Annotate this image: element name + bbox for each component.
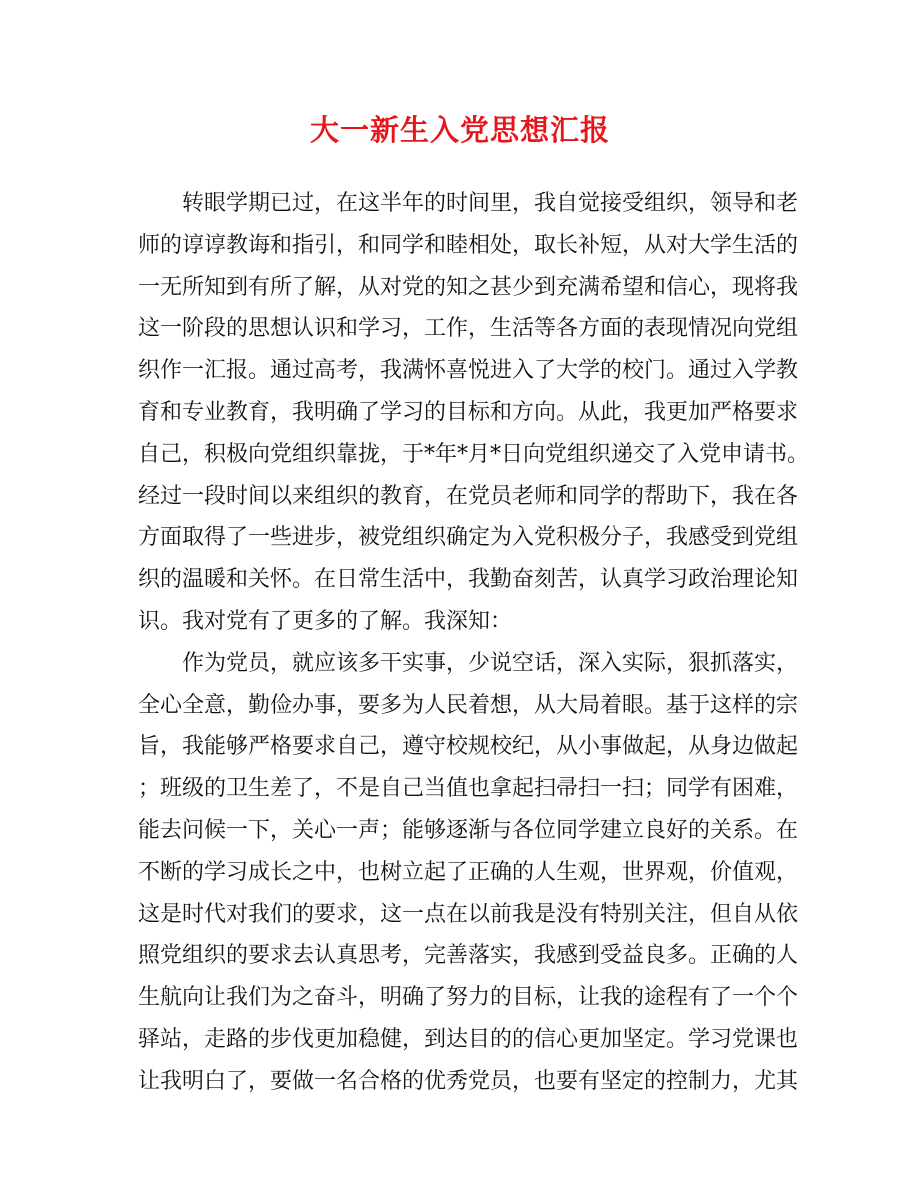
text-line: 这是时代对我们的要求，这一点在以前我是没有特别关注，但自从依 (138, 901, 799, 927)
text-line: 师的谆谆教诲和指引，和同学和睦相处，取长补短，从对大学生活的 (138, 232, 799, 258)
text-line: 转眼学期已过，在这半年的时间里，我自觉接受组织，领导和老 (182, 191, 799, 216)
page-title: 大一新生入党思想汇报 (309, 113, 610, 147)
text-line: 不断的学习成长之中，也树立起了正确的人生观，世界观，价值观， (138, 859, 799, 885)
text-line: 这一阶段的思想认识和学习，工作，生活等各方面的表现情况向党组 (138, 316, 799, 342)
text-line: 育和专业教育，我明确了学习的目标和方向。从此，我更加严格要求 (138, 399, 799, 425)
text-line: 全心全意，勤俭办事，要多为人民着想，从大局着眼。基于这样的宗 (138, 692, 799, 718)
text-line: 自己，积极向党组织靠拢，于*年*月*日向党组织递交了入党申请书。 (138, 441, 810, 467)
text-line: 一无所知到有所了解，从对党的知之甚少到充满希望和信心，现将我 (138, 274, 799, 300)
text-line: 生航向让我们为之奋斗，明确了努力的目标，让我的途程有了一个个 (138, 985, 799, 1011)
text-line: ；班级的卫生差了，不是自己当值也拿起扫帚扫一扫；同学有困难， (138, 776, 799, 802)
document-body (138, 183, 810, 1103)
text-line: 驿站，走路的步伐更加稳健，到达目的的信心更加坚定。学习党课也 (138, 1026, 799, 1052)
text-line: 织作一汇报。通过高考，我满怀喜悦进入了大学的校门。通过入学教 (138, 358, 799, 384)
text-line: 经过一段时间以来组织的教育，在党员老师和同学的帮助下，我在各 (138, 483, 799, 509)
text-line: 能去问候一下，关心一声；能够逐渐与各位同学建立良好的关系。在 (138, 817, 799, 843)
text-line: 照党组织的要求去认真思考，完善落实，我感到受益良多。正确的人 (138, 943, 799, 969)
text-line: 识。我对党有了更多的了解。我深知： (138, 608, 513, 634)
text-line: 作为党员，就应该多干实事，少说空话，深入实际，狠抓落实， (182, 650, 799, 676)
text-line: 旨，我能够严格要求自己，遵守校规校纪，从小事做起，从身边做起 (138, 734, 799, 760)
text-line: 让我明白了，要做一名合格的优秀党员，也要有坚定的控制力，尤其 (138, 1068, 799, 1094)
text-line: 织的温暖和关怀。在日常生活中，我勤奋刻苦，认真学习政治理论知 (138, 567, 799, 593)
text-line: 方面取得了一些进步，被党组织确定为入党积极分子，我感受到党组 (138, 525, 799, 551)
